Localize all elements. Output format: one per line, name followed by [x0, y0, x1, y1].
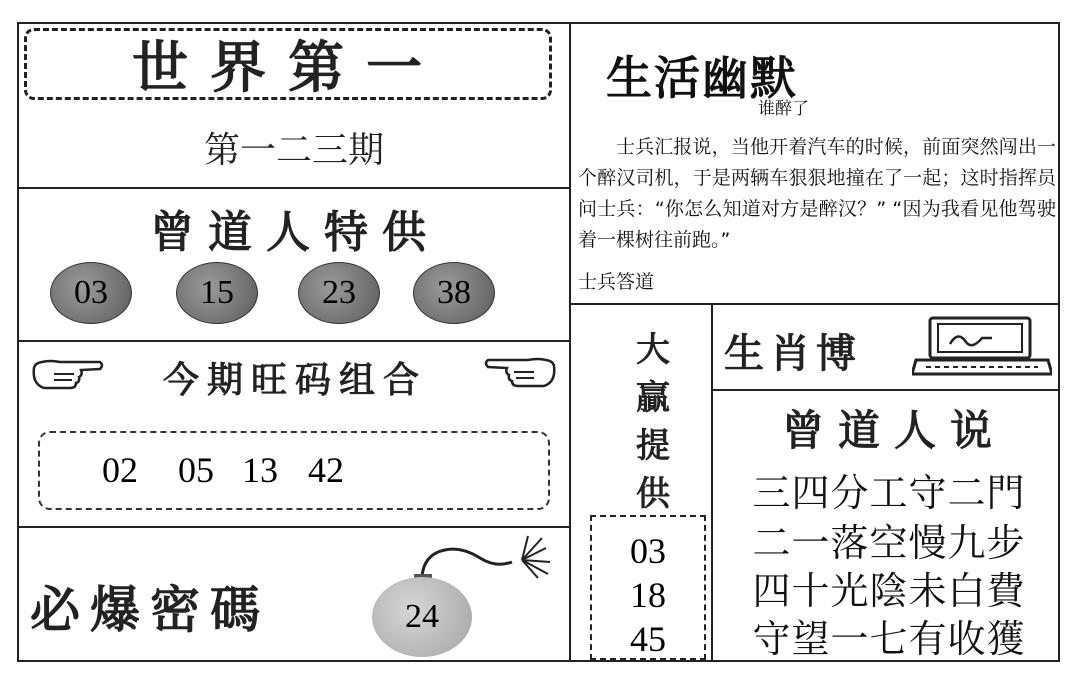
- humor-subtitle: 谁醉了: [758, 99, 809, 119]
- combo-heading: 今期旺码组合: [162, 359, 427, 401]
- divider-left-1: [17, 187, 570, 189]
- divider-right-1: [569, 303, 1060, 305]
- combo-number: 42: [308, 450, 344, 490]
- saying-line: 二一落空慢九步: [752, 521, 1026, 565]
- saying-title: 曾道人说: [781, 406, 1006, 455]
- provider-char: 大: [636, 330, 670, 370]
- humor-story-tail: 士兵答道: [578, 271, 655, 293]
- title-box: [24, 28, 552, 100]
- divider-right-v: [711, 303, 713, 662]
- divider-center: [569, 22, 571, 662]
- computer-icon: [912, 314, 1052, 378]
- special-ball: 15: [176, 262, 258, 324]
- humor-title: 生活幽默: [606, 51, 798, 105]
- humor-story: 士兵汇报说，当他开着汽车的时候，前面突然闯出一个醉汉司机，于是两辆车狠狠地撞在了一起；这时指挥员问士兵：“你怎么知道对方是醉汉？” “因为我看见他驾驶着一棵树往前跑。”: [578, 136, 1056, 251]
- provider-number: 45: [630, 619, 666, 659]
- divider-right-2: [711, 389, 1060, 391]
- special-ball: 03: [50, 262, 132, 324]
- secret-number-bomb: 24: [372, 577, 472, 657]
- secret-heading: 必爆密碼: [30, 580, 270, 639]
- provider-char: 贏: [636, 378, 670, 418]
- provider-number: 18: [630, 575, 666, 615]
- combo-number: 05: [178, 450, 214, 490]
- combo-number: 13: [242, 450, 278, 490]
- provider-char: 供: [636, 474, 670, 514]
- divider-left-2: [17, 340, 570, 342]
- saying-line: 守望一七有收獲: [752, 617, 1026, 661]
- special-ball: 23: [298, 262, 380, 324]
- saying-line: 三四分工守二門: [752, 471, 1026, 515]
- special-heading: 曾道人特供: [150, 207, 440, 258]
- provider-number: 03: [630, 531, 666, 571]
- saying-line: 四十光陰未白費: [752, 569, 1026, 613]
- zodiac-title: 生肖博: [724, 331, 862, 377]
- combo-number: 02: [102, 450, 138, 490]
- provider-char: 提: [636, 426, 670, 466]
- page-title: 世界第一: [132, 36, 444, 101]
- divider-left-3: [17, 526, 570, 528]
- pointing-hand-right-icon: [30, 354, 104, 394]
- issue-number: 第一二三期: [203, 130, 384, 171]
- special-ball: 38: [413, 262, 495, 324]
- pointing-hand-left-icon: [484, 352, 558, 392]
